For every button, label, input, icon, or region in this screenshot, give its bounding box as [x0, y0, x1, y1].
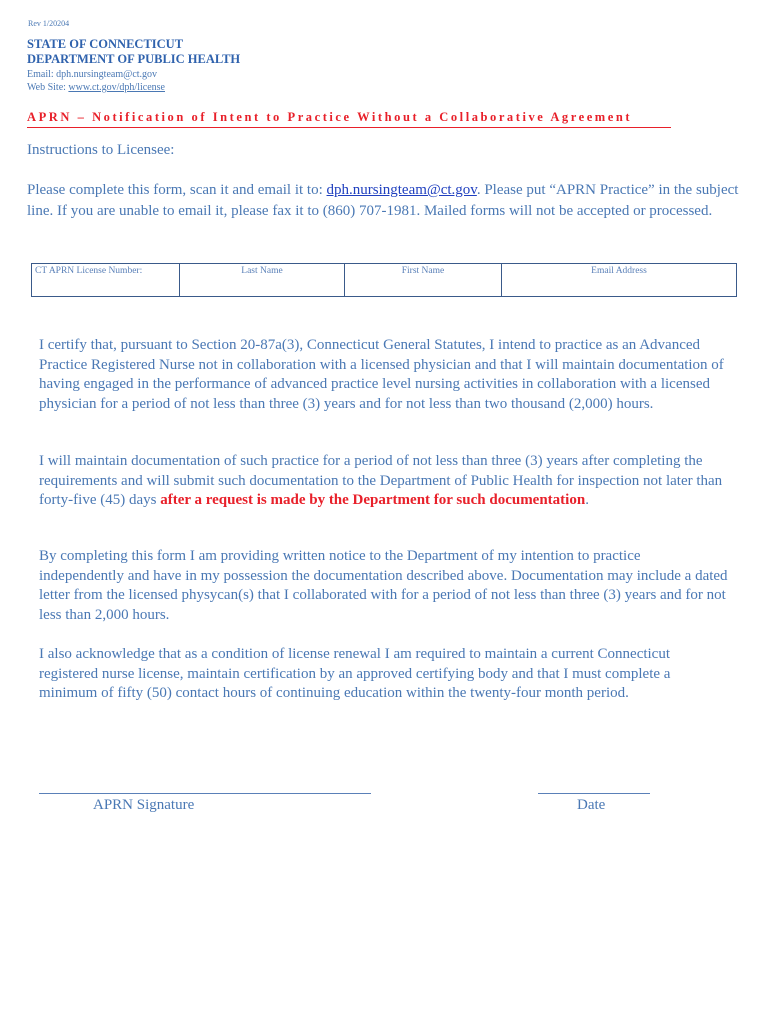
email-address-label: Email Address [591, 266, 647, 276]
documentation-emphasis: after a request is made by the Department for such documentation [160, 492, 586, 508]
instructions-text [27, 180, 742, 221]
last-name-label: Last Name [241, 266, 283, 276]
agency-state: STATE OF CONNECTICUT [27, 37, 184, 51]
date-label: Date [577, 797, 606, 813]
contact-info [27, 68, 165, 94]
title-underline [27, 127, 671, 128]
instructions-text-end: . Please put “APRN Practice” in the subject line. If you are unable to email it, please fax it to (860) 707-1981. Mailed forms will not be accepted or processed. [27, 182, 739, 219]
contact-website-row [27, 81, 165, 94]
signature-label: APRN Signature [93, 797, 195, 813]
agency-name [27, 37, 240, 67]
first-name-field[interactable] [345, 264, 502, 297]
website-label: Web Site: [27, 82, 69, 93]
instructions-text-start: Please complete this form, scan it and email it to: [27, 182, 327, 198]
revision-label: Rev 1/20204 [28, 19, 70, 28]
email-label: Email: [27, 69, 57, 80]
license-number-label: CT APRN License Number: [35, 266, 143, 276]
certification-paragraph: I certify that, pursuant to Section 20-87a(3), Connecticut General Statutes, I intend to practice as an Advanced Practice Registered Nurse not in collaboration with a licensed physician and that I will maintain documentation of having engaged in the performance of advanced practice level nursing activities in collaboration with a licensed physician for a period of not less than three (3) years and for not less than two thousand (2,000) hours. [39, 337, 724, 412]
contact-email: dph.nursingteam@ct.gov [56, 69, 158, 80]
instructions-heading: Instructions to Licensee: [27, 142, 175, 158]
email-address-field[interactable] [502, 264, 737, 297]
documentation-end: . [585, 492, 589, 508]
form-title: APRN – Notification of Intent to Practice Without a Collaborative Agreement [27, 110, 633, 124]
renewal-paragraph: I also acknowledge that as a condition of license renewal I am required to maintain a current Connecticut registered nurse license, maintain certification by an approved certifying body and that I must complete a minimum of fifty (50) contact hours of continuing education within the twenty-four month period. [39, 646, 671, 701]
signature-line[interactable] [39, 793, 371, 794]
notice-paragraph: By completing this form I am providing written notice to the Department of my intention to practice independently and have in my possession the documentation described above. Documentation may include a dated letter from the licensed physycan(s) that I collaborated with for a period of not less than three (3) years and for not less than 2,000 hours. [39, 548, 728, 623]
licensee-info-table [31, 263, 737, 297]
agency-department: DEPARTMENT OF PUBLIC HEALTH [27, 52, 241, 66]
website-link[interactable]: www.ct.gov/dph/license [68, 82, 165, 93]
instructions-email-link[interactable]: dph.nursingteam@ct.gov [326, 182, 477, 198]
contact-email-row [27, 68, 165, 81]
first-name-label: First Name [401, 266, 445, 276]
documentation-text: I will maintain documentation of such practice for a period of not less than three (3) years after completing the requirements and will submit such documentation to the Department of Public Health for inspection not later than forty-five (45) days [39, 453, 723, 508]
documentation-paragraph [39, 452, 729, 511]
license-number-field[interactable] [32, 264, 180, 297]
last-name-field[interactable] [180, 264, 345, 297]
date-line[interactable] [538, 793, 650, 794]
